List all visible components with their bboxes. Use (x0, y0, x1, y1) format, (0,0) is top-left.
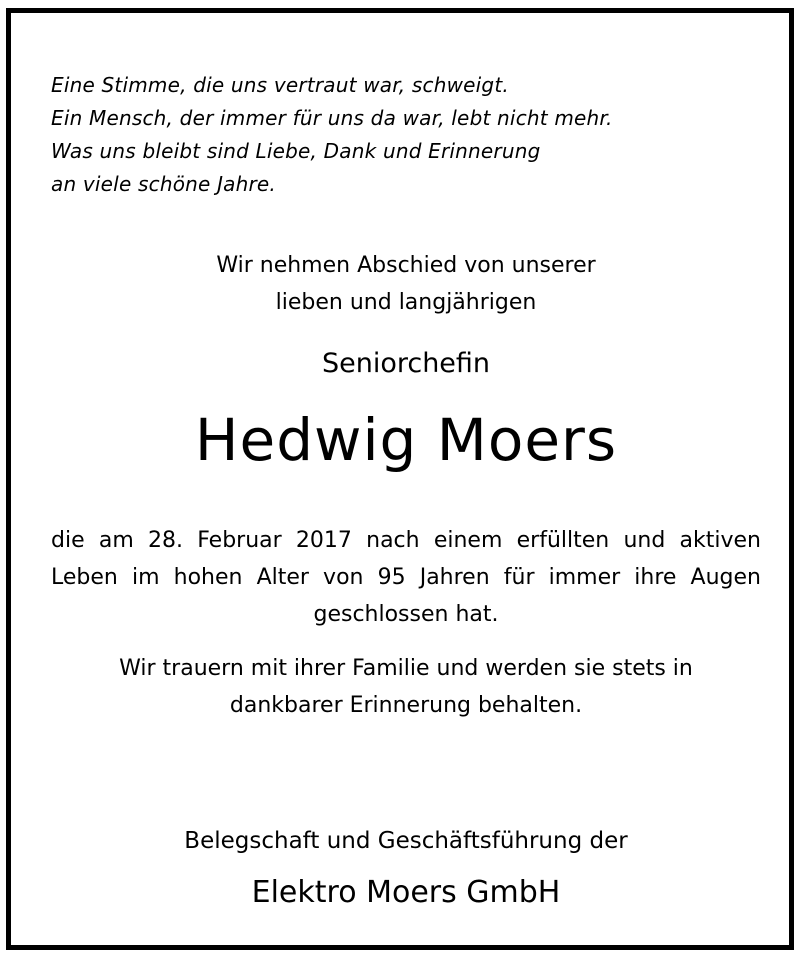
mourning-statement (11, 650, 800, 724)
mourning-line-2: dankbarer Erinnerung behalten. (229, 693, 583, 718)
poem-line: Ein Mensch, der immer für uns da war, lebt nicht mehr. (51, 106, 613, 130)
obituary-frame (6, 8, 794, 950)
deceased-name: Hedwig Moers (194, 406, 618, 474)
obituary-body: die am 28. Februar 2017 nach einem erfüllten und aktiven Leben im hohen Alter von 95 Jahren für immer ihre Augen geschlossen hat. (51, 528, 761, 627)
mourning-line-1: Wir trauern mit ihrer Familie und werden sie stets in (119, 656, 693, 681)
poem-line: Eine Stimme, die uns vertraut war, schweigt. (51, 73, 509, 97)
intro (11, 247, 800, 321)
deceased-title: Seniorchefin (321, 348, 491, 379)
company-name: Elektro Moers GmbH (251, 875, 561, 910)
poem-line: Was uns bleibt sind Liebe, Dank und Erinnerung (51, 139, 541, 163)
poem (51, 69, 613, 201)
intro-line-2: lieben und langjährigen (275, 290, 537, 315)
poem-line: an viele schöne Jahre. (51, 172, 276, 196)
signature-line: Belegschaft und Geschäftsführung der (184, 828, 628, 854)
intro-line-1: Wir nehmen Abschied von unserer (216, 253, 596, 278)
